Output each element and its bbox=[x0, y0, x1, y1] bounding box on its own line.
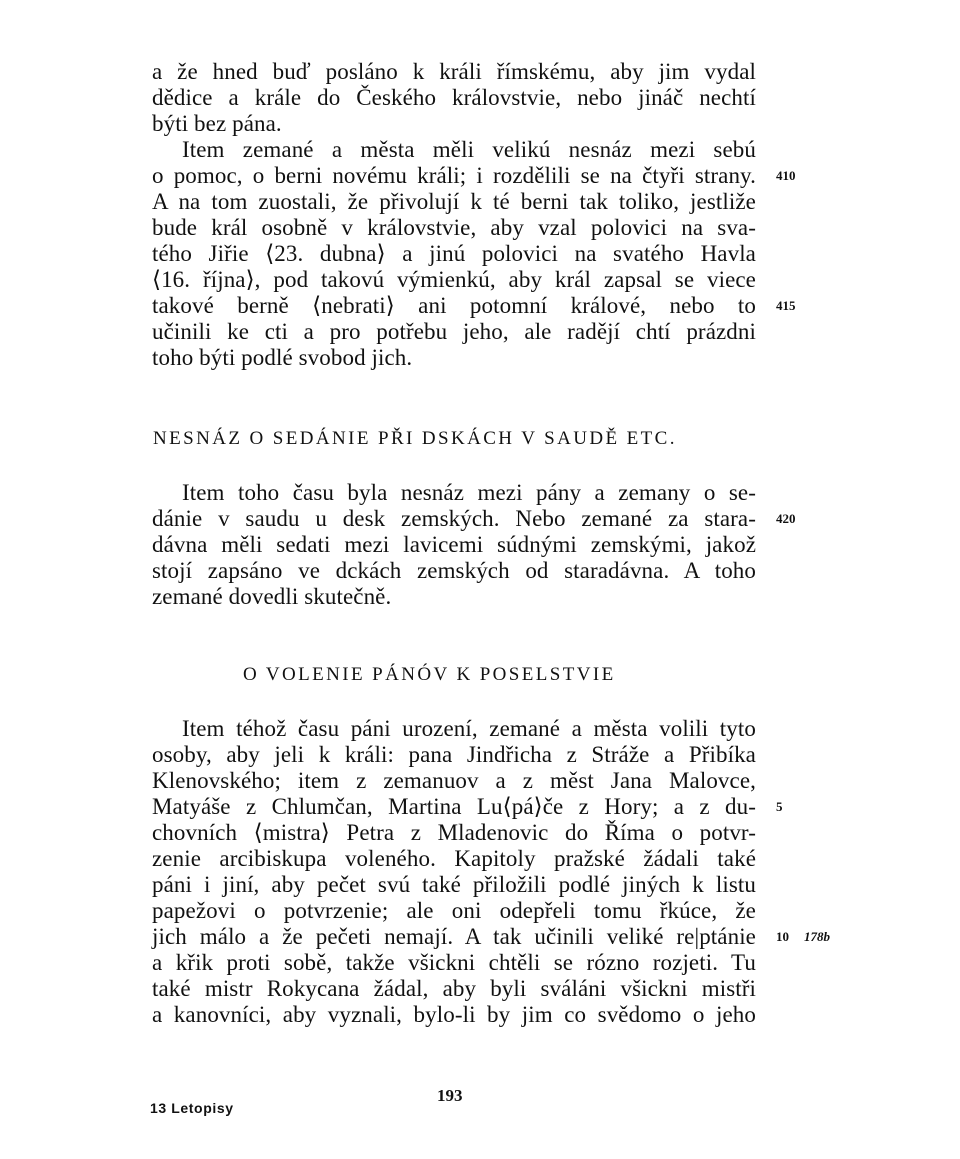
text-line: zenie arcibiskupa voleného. Kapitoly pražské žádali také bbox=[152, 846, 756, 871]
section-heading: O VOLENIE PÁNÓV K POSELSTVIE bbox=[243, 664, 616, 685]
text-line: a kanovníci, aby vyznali, bylo-li by jim co svědomo o jeho bbox=[152, 1002, 756, 1027]
page-number: 193 bbox=[437, 1086, 463, 1105]
text-line: chovních ⟨mistra⟩ Petra z Mladenovic do Říma o potvr- bbox=[152, 820, 756, 845]
text-line: Matyáše z Chlumčan, Martina Lu⟨pá⟩če z Hory; a z du- bbox=[152, 794, 756, 819]
text-line: a že hned buď posláno k králi římskému, aby jim vydal bbox=[152, 59, 756, 84]
text-line: tého Jiřie ⟨23. dubna⟩ a jinú polovici na svatého Havla bbox=[152, 241, 756, 266]
text-line: Item zemané a města měli velikú nesnáz mezi sebú bbox=[182, 137, 756, 162]
text-line: stojí zapsáno ve dckách zemských od staradávna. A toho bbox=[152, 558, 756, 583]
text-line: zemané dovedli skutečně. bbox=[152, 584, 392, 609]
text-line: páni i jiní, aby pečet svú také přiložili podlé jiných k listu bbox=[152, 872, 756, 897]
margin-line-number: 410 bbox=[776, 168, 796, 183]
text-line: učinili ke cti a pro potřebu jeho, ale radějí chtí prázdni bbox=[152, 319, 756, 344]
text-line: jich málo a že pečeti nemají. A tak učinili veliké re|ptánie bbox=[152, 924, 756, 949]
text-line: býti bez pána. bbox=[152, 111, 282, 136]
text-line: Item toho času byla nesnáz mezi pány a zemany o se- bbox=[182, 480, 756, 505]
text-line: takové berně ⟨nebrati⟩ ani potomní králové, nebo to bbox=[152, 293, 756, 318]
text-line: o pomoc, o berni novému králi; i rozdělili se na čtyři strany. bbox=[152, 163, 756, 188]
signature-mark: 13 Letopisy bbox=[150, 1100, 234, 1116]
margin-line-number: 10 bbox=[776, 929, 789, 944]
text-line: A na tom zuostali, že přivolují k té berni tak toliko, jestliže bbox=[152, 189, 756, 214]
text-line: dědice a krále do Českého královstvie, nebo jináč nechtí bbox=[152, 85, 756, 110]
text-line: papežovi o potvrzenie; ale oni odepřeli tomu řkúce, že bbox=[152, 898, 756, 923]
margin-line-number: 415 bbox=[776, 298, 796, 313]
text-line: osoby, aby jeli k králi: pana Jindřicha z Stráže a Přibíka bbox=[152, 742, 756, 767]
margin-line-number: 420 bbox=[776, 511, 796, 526]
text-line: toho býti podlé svobod jich. bbox=[152, 345, 413, 370]
section-heading: NESNÁZ O SEDÁNIE PŘI DSKÁCH V SAUDĚ ETC. bbox=[153, 428, 677, 449]
text-line: bude král osobně v královstvie, aby vzal polovici na sva- bbox=[152, 215, 756, 240]
margin-folio-reference: 178b bbox=[804, 929, 830, 944]
text-line: dávna měli sedati mezi lavicemi súdnými zemskými, jakož bbox=[152, 532, 756, 557]
text-line: Item téhož času páni urození, zemané a města volili tyto bbox=[182, 716, 756, 741]
text-line: Klenovského; item z zemanuov a z měst Jana Malovce, bbox=[152, 768, 756, 793]
text-line: a křik proti sobě, takže všicknі chtěli se rózno rozjeti. Tu bbox=[152, 950, 756, 975]
margin-line-number: 5 bbox=[776, 799, 783, 814]
text-line: ⟨16. října⟩, pod takovú výmienkú, aby král zapsal se viece bbox=[152, 267, 756, 292]
text-line: dánie v saudu u desk zemských. Nebo zemané za stara- bbox=[152, 506, 756, 531]
text-line: také mistr Rokycana žádal, aby byli sváláni všicknі mistři bbox=[152, 976, 756, 1001]
